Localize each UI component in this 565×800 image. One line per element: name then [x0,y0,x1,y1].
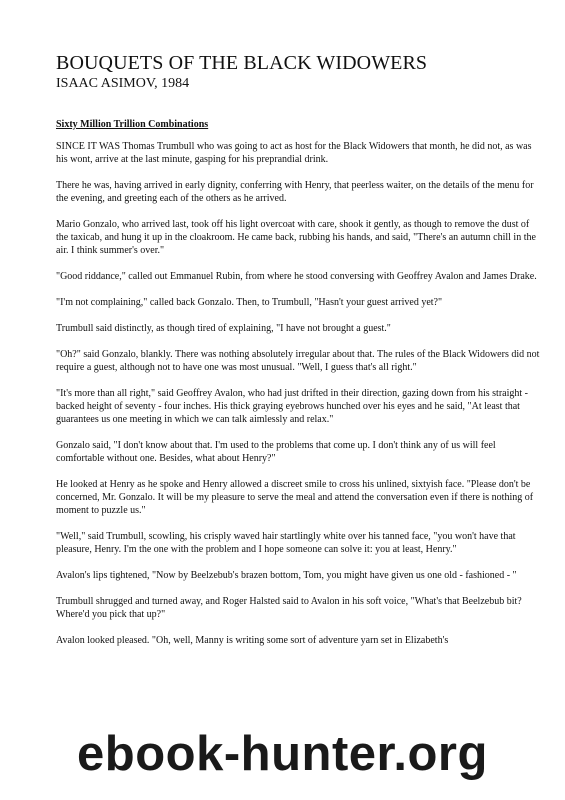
paragraph: Gonzalo said, "I don't know about that. I'm used to the problems that come up. I don't think any of us will feel comfortable without one. Besides, what about Henry?" [56,440,496,464]
chapter-title: Sixty Million Trillion Combinations [56,119,209,130]
paragraph: "Oh?" said Gonzalo, blankly. There was nothing absolutely irregular about that. The rules of the Black Widowers did not require a guest, although not to have one was most unusual. "Well, I guess that's all right." [56,349,540,373]
paragraph: Avalon looked pleased. "Oh, well, Manny is writing some sort of adventure yarn set in Elizabeth's [56,635,449,646]
paragraph: Mario Gonzalo, who arrived last, took off his light overcoat with care, shook it gently, as though to remove the dust of the taxicab, and hung it up in the cloakroom. He came back, rubbing his hands, and said, "There's an autumn chill in the air. I think summer's over." [56,219,536,256]
paragraph: Trumbull said distinctly, as though tired of explaining, "I have not brought a guest." [56,323,391,334]
document-page [56,52,542,660]
book-title: BOUQUETS OF THE BLACK WIDOWERS [56,52,428,74]
paragraph: He looked at Henry as he spoke and Henry allowed a discreet smile to cross his unlined, sixtyish face. "Please don't be concerned, Mr. Gonzalo. It will be my pleasure to serve the meal and attend the conversation even if there is nothing of moment to puzzle us." [56,479,534,516]
paragraph: There he was, having arrived in early dignity, conferring with Henry, that peerless waiter, on the details of the menu for the evening, and greeting each of the others as he arrived. [56,180,534,204]
watermark: ebook-hunter.org [77,727,488,781]
paragraph: Trumbull shrugged and turned away, and Roger Halsted said to Avalon in his soft voice, "What's that Beelzebub bit? Where'd you pick that up?" [56,596,522,620]
paragraph: "It's more than all right," said Geoffrey Avalon, who had just drifted in their direction, gazing down from his straight - backed height of seventy - four inches. His thick graying eyebrows hunched over his eyes and he said, "At least that guarantees us one meeting in which we can talk aimlessly and relax." [56,388,528,425]
paragraph: Avalon's lips tightened, "Now by Beelzebub's brazen bottom, Tom, you might have given us one old - fashioned - " [56,570,517,581]
paragraph: "I'm not complaining," called back Gonzalo. Then, to Trumbull, "Hasn't your guest arrived yet?" [56,297,443,308]
book-author: ISAAC ASIMOV, 1984 [56,76,190,91]
paragraph: SINCE IT WAS Thomas Trumbull who was going to act as host for the Black Widowers that month, he did not, as was his wont, arrive at the last minute, gasping for his preprandial drink. [56,141,532,165]
paragraph: "Well," said Trumbull, scowling, his crisply waved hair startlingly white over his tanned face, "you won't have that pleasure, Henry. I'm the one with the problem and I hope someone can solve it: you at least, Henry." [56,531,516,555]
paragraph: "Good riddance," called out Emmanuel Rubin, from where he stood conversing with Geoffrey Avalon and James Drake. [56,271,537,282]
